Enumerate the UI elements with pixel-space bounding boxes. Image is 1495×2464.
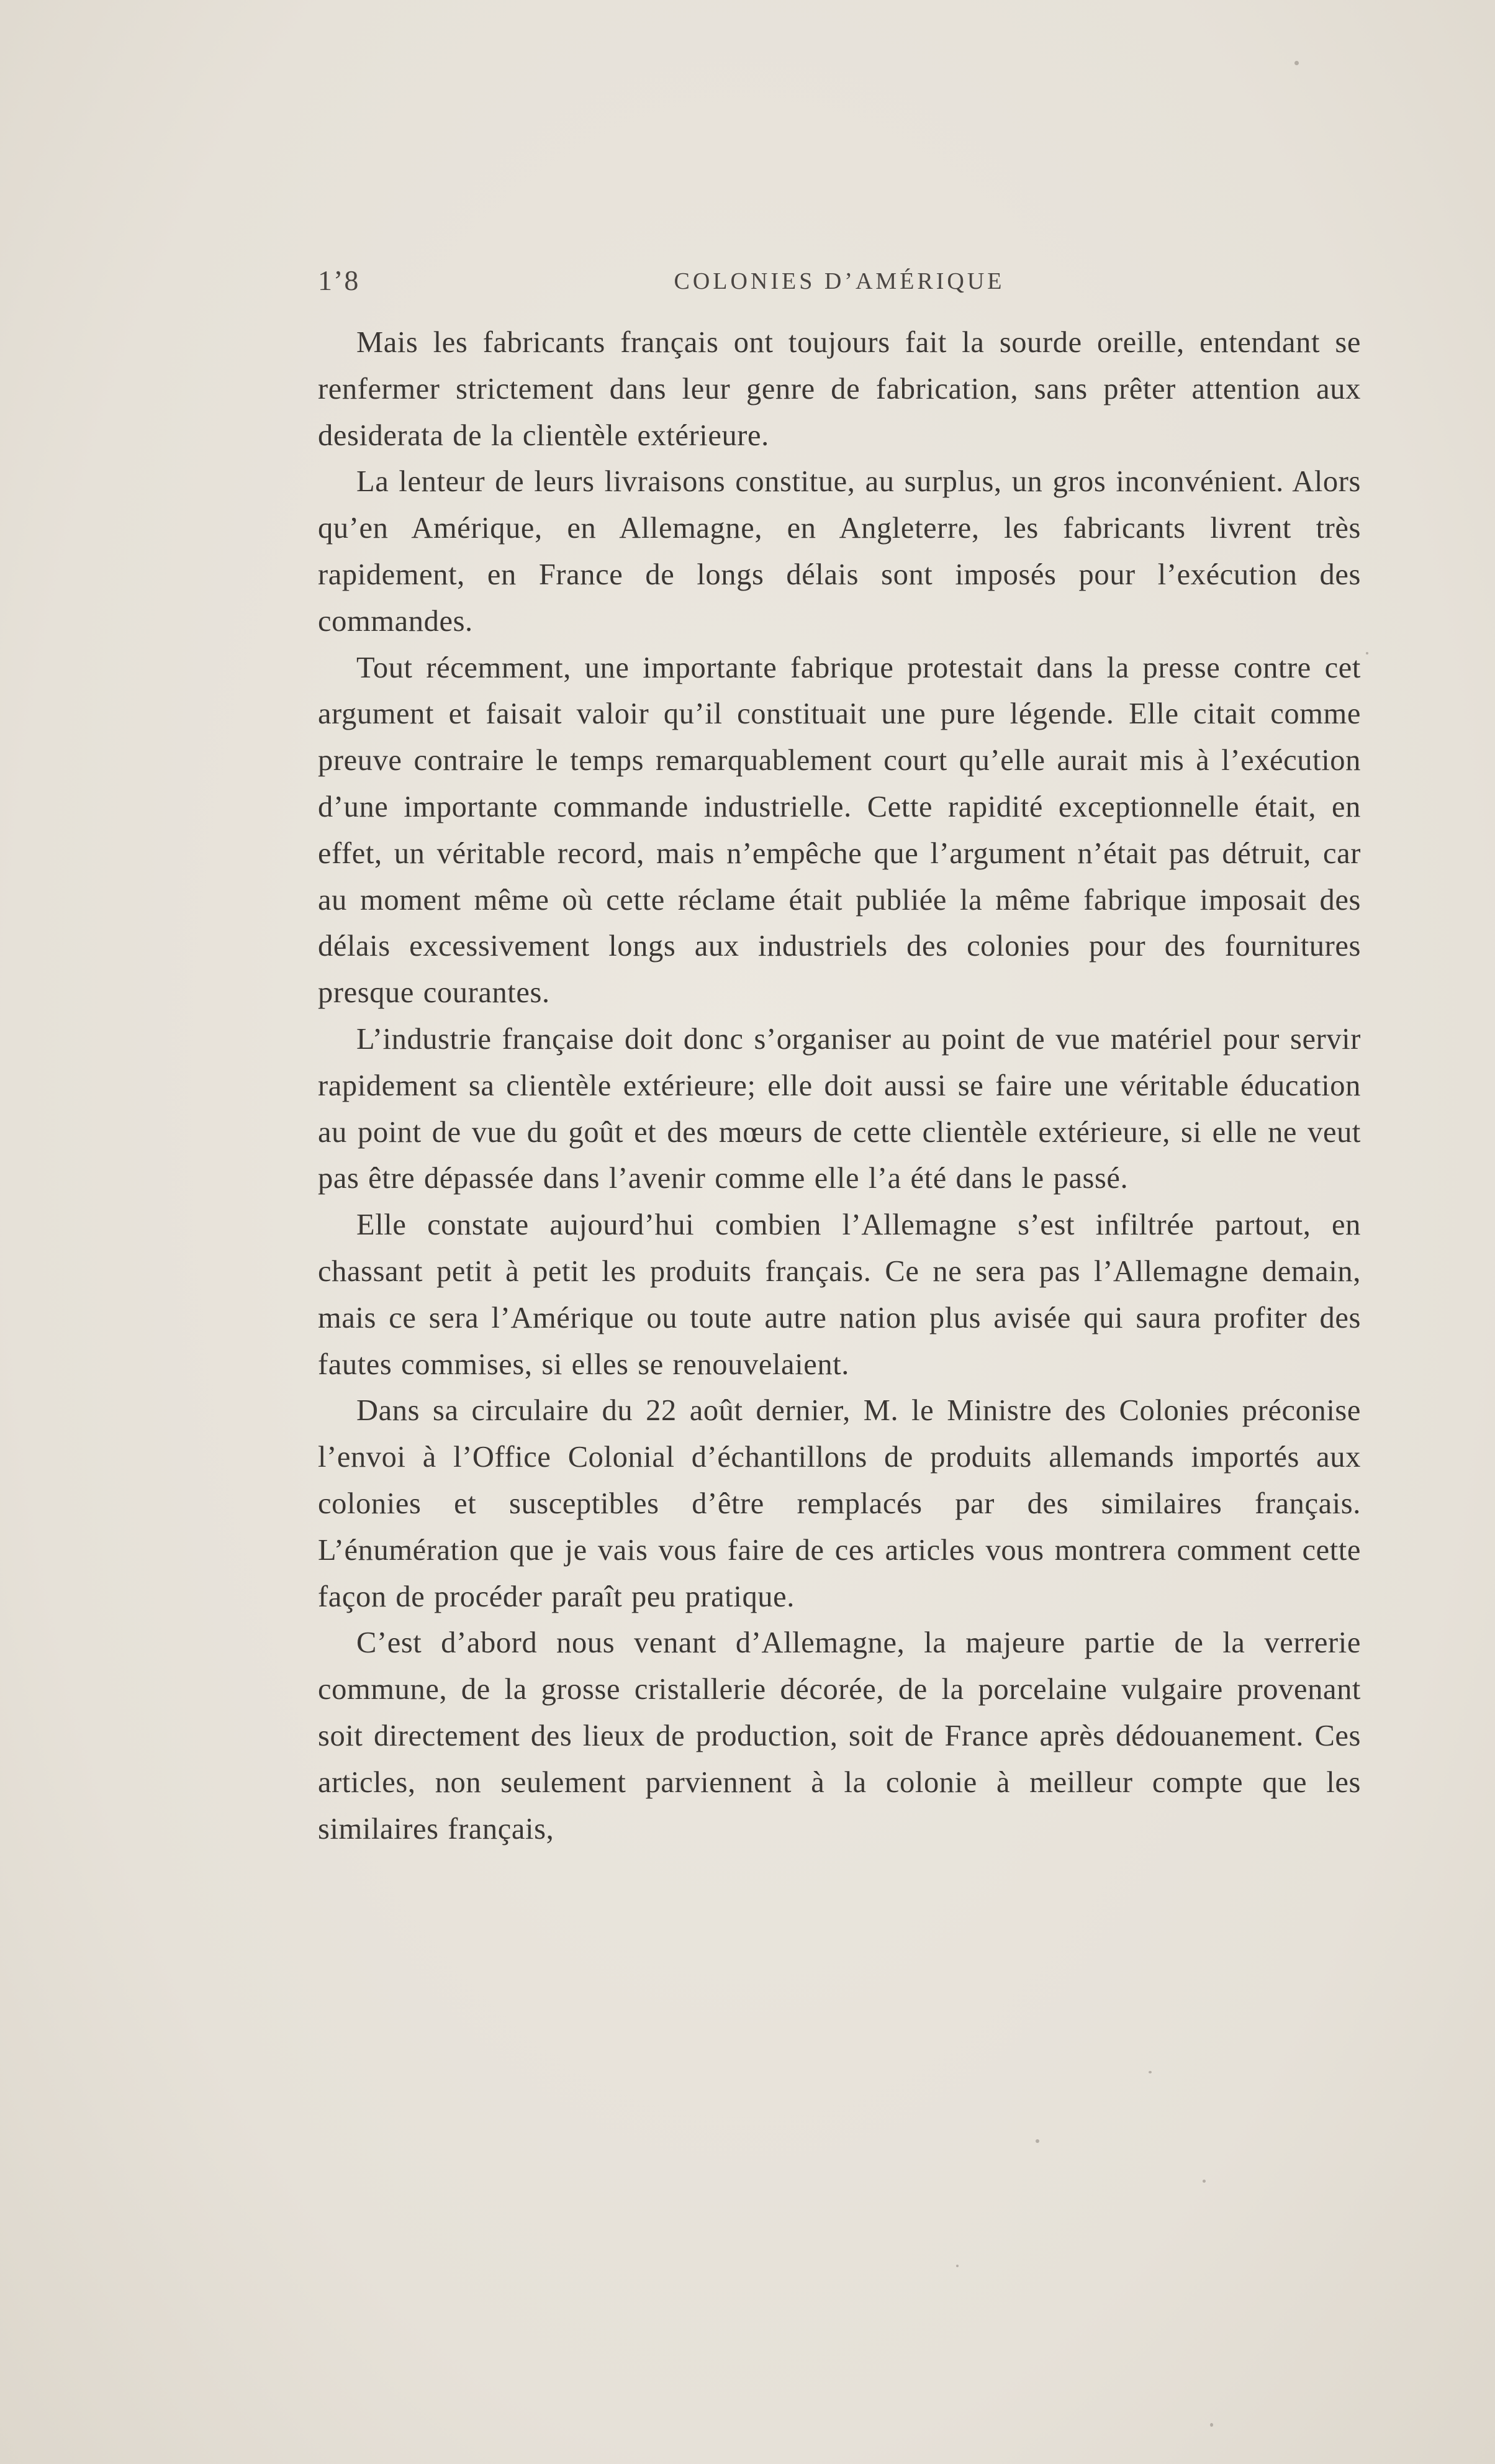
paragraph: Mais les fabricants français ont toujours fait la sourde oreille, entendant se renfermer strictement dans leur genre de fabrication, sans prêter attention aux desiderata de la clientèle extérieure.	[318, 326, 1361, 452]
running-title: COLONIES D’AMÉRIQUE	[674, 268, 1005, 294]
paragraph: Elle constate aujourd’hui combien l’Allemagne s’est infiltrée partout, en chassant petit à petit les produits français. Ce ne sera pas l’Allemagne demain, mais ce sera l’Amérique ou toute autre nation plus avisée qui saura profiter des fautes commises, si elles se renouvelaient.	[318, 1208, 1361, 1381]
paper-speck	[1294, 61, 1299, 65]
paragraph: C’est d’abord nous venant d’Allemagne, la majeure partie de la verrerie commune, de la grosse cristallerie décorée, de la porcelaine vulgaire provenant soit directement des lieux de production, soit de France après dédouanement. Ces articles, non seulement parviennent à la colonie à meilleur compte que les similaires français,	[318, 1626, 1361, 1846]
running-head	[318, 264, 1361, 301]
paragraph: L’industrie française doit donc s’organiser au point de vue matériel pour servir rapidement sa clientèle extérieure; elle doit aussi se faire une véritable éducation au point de vue du goût et des mœurs de cette clientèle extérieure, si elle ne veut pas être dépassée dans l’avenir comme elle l’a été dans le passé.	[318, 1022, 1361, 1195]
paper-speck	[1149, 2071, 1152, 2073]
body-text	[318, 320, 1361, 1852]
paper-speck	[1036, 2139, 1039, 2143]
paper-speck	[1210, 2423, 1213, 2427]
paragraph: Dans sa circulaire du 22 août dernier, M. le Ministre des Colonies préconise l’envoi à l’Office Colonial d’échantillons de produits allemands importés aux colonies et susceptibles d’être remplacés par des similaires français. L’énumération que je vais vous faire de ces articles vous montrera comment cette façon de procéder paraît peu pratique.	[318, 1394, 1361, 1613]
paper-speck	[956, 2265, 959, 2267]
page-number: 1’8	[318, 265, 360, 296]
paragraph: La lenteur de leurs livraisons constitue, au surplus, un gros inconvénient. Alors qu’en Amérique, en Allemagne, en Angleterre, les fabricants livrent très rapidement, en France de longs délais sont imposés pour l’exécution des commandes.	[318, 465, 1361, 638]
paper-speck	[1366, 652, 1368, 654]
paragraph: Tout récemment, une importante fabrique protestait dans la presse contre cet argument et faisait valoir qu’il constituait une pure légende. Elle citait comme preuve contraire le temps remarquablement court qu’elle aurait mis à l’exécution d’une importante commande industrielle. Cette rapidité exceptionnelle était, en effet, un véritable record, mais n’empêche que l’argument n’était pas détruit, car au moment même où cette réclame était publiée la même fabrique imposait des délais excessivement longs aux industriels des colonies pour des fournitures presque courantes.	[318, 651, 1361, 1010]
paper-speck	[1203, 2180, 1206, 2183]
